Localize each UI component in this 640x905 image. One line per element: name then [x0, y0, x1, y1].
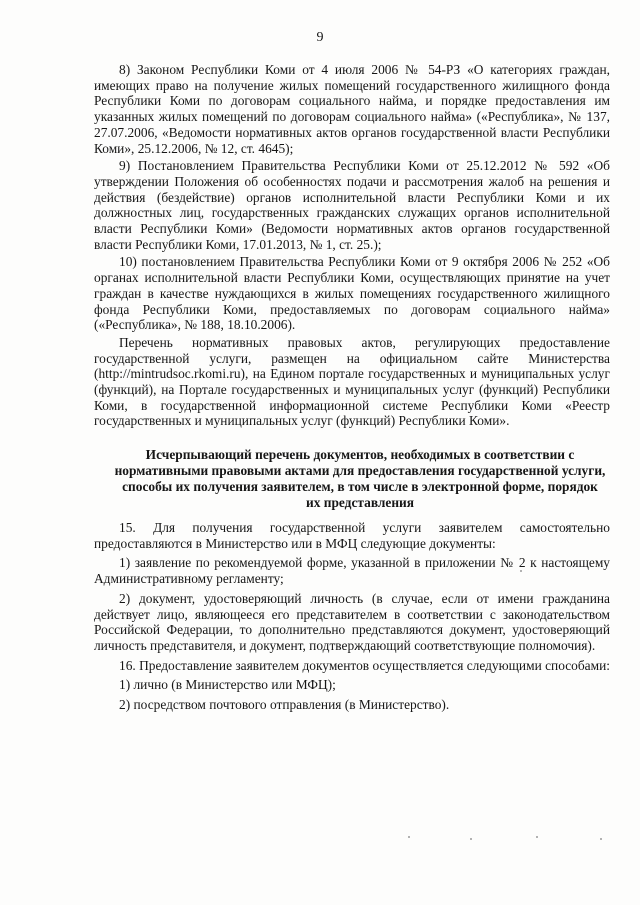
paragraph-item-8: 8) Законом Республики Коми от 4 июля 2006 № 54-РЗ «О категориях граждан, имеющих право на получение жилых помещений государственного жилищного фонда Республики Коми по договорам социального найма, и порядке предоставления им указанных жилых помещений по договорам социального найма» («Республика», № 137, 27.07.2006, «Ведомости нормативных актов органов государственной власти Республики Коми», 25.12.2006, № 12, ст. 4645); [94, 62, 610, 156]
scan-speck [600, 838, 602, 840]
paragraph-15: 15. Для получения государственной услуги заявителем самостоятельно предоставляются в Министерство или в МФЦ следующие документы: [94, 520, 610, 551]
paragraph-15-item-1: 1) заявление по рекомендуемой форме, указанной в приложении № 2 к настоящему Административному регламенту; [94, 555, 610, 587]
legal-acts-list [94, 62, 610, 429]
scan-speck [536, 836, 538, 838]
section-heading: Исчерпывающий перечень документов, необходимых в соответствии с нормативными правовыми актами для предоставления государственной услуги, способы их получения заявителем, в том числе в электронной форме, порядок их представления [114, 447, 606, 510]
documents-section [94, 520, 610, 717]
page-number: 9 [316, 30, 324, 45]
paragraph-16-item-1: 1) лично (в Министерство или МФЦ); [119, 677, 336, 693]
paragraph-item-9: 9) Постановлением Правительства Республики Коми от 25.12.2012 № 592 «Об утверждении Положения об особенностях подачи и рассмотрения жалоб на решения и действия (бездействие) органов исполнительной власти Республики Коми и их должностных лиц, государственных гражданских служащих органов исполнительной власти Республики Коми» (Ведомости нормативных актов органов государственной власти Республики Коми, 17.01.2013, № 1, ст. 25.); [94, 158, 610, 252]
scan-speck [470, 838, 472, 840]
scan-speck [408, 836, 410, 838]
paragraph-list-publication: Перечень нормативных правовых актов, регулирующих предоставление государственной услуги, размещен на официальном сайте Министерства (http://mintrudsoc.rkomi.ru), на Едином портале государственных и муниципальных услуг (функций), на Портале государственных и муниципальных услуг (функций) Республики Коми, в государственной информационной системе Республики Коми «Реестр государственных и муниципальных услуг (функций) Республики Коми». [94, 334, 610, 429]
paragraph-15-item-2: 2) документ, удостоверяющий личность (в случае, если от имени гражданина действует лицо, являющееся его представителем в соответствии с законодательством Российской Федерации, то дополнительно представляются документ, удостоверяющий личность представителя, и документ, подтверждающий соответствующие полномочия). [94, 590, 610, 653]
paragraph-item-10: 10) постановлением Правительства Республики Коми от 9 октября 2006 № 252 «Об органах исполнительной власти Республики Коми, осуществляющих принятие на учет граждан в качестве нуждающихся в жилых помещениях государственного жилищного фонда Республики Коми, предоставляемых по договорам социального найма» («Республика», № 188, 18.10.2006). [94, 254, 610, 333]
paragraph-16-item-2: 2) посредством почтового отправления (в Министерство). [119, 697, 450, 713]
paragraph-16: 16. Предоставление заявителем документов осуществляется следующими способами: [119, 657, 610, 673]
scan-speck [520, 570, 522, 572]
